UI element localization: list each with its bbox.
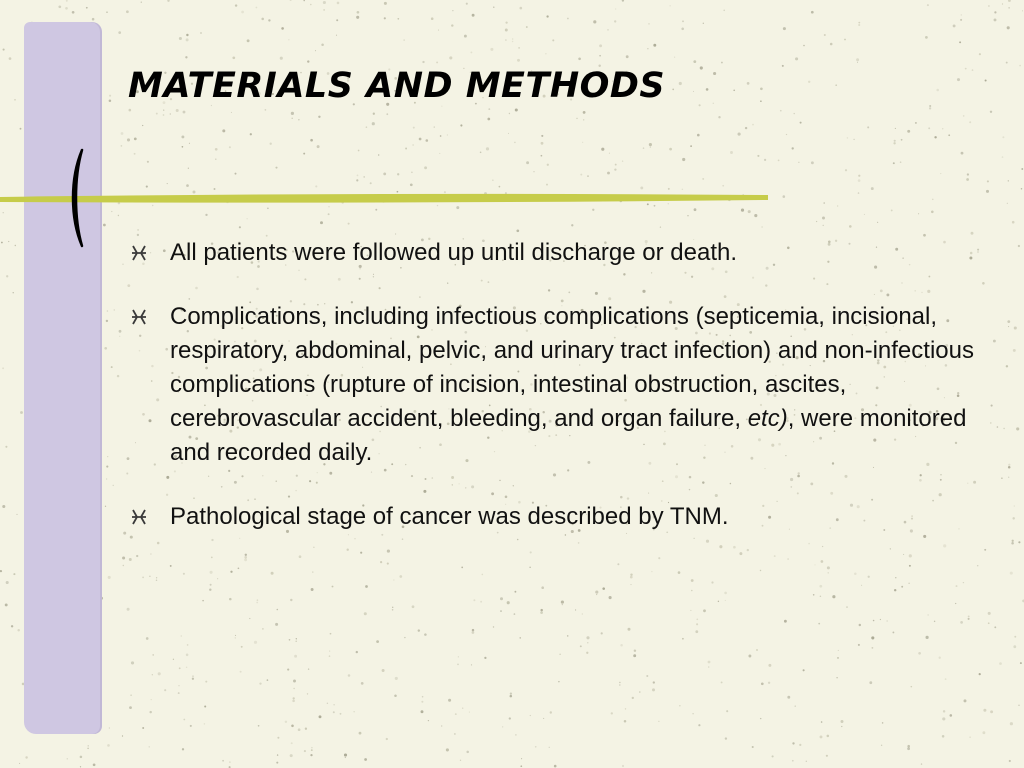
bullet-text-end: , were monitored and recorded daily.: [170, 405, 967, 466]
side-decoration-band: [24, 22, 102, 734]
list-item: [130, 300, 990, 470]
horizontal-rule: [0, 188, 770, 206]
bullet-icon: [130, 244, 148, 262]
slide-title: MATERIALS AND METHODS: [128, 66, 666, 106]
bullet-icon: [130, 508, 148, 526]
list-item: [130, 236, 990, 270]
bullet-icon: [130, 308, 148, 326]
bullet-text: All patients were followed up until discharge or death.: [170, 239, 737, 266]
bullet-text: Pathological stage of cancer was described by TNM.: [170, 503, 729, 530]
bullet-text: [170, 303, 974, 466]
bracket-decoration-icon: [64, 148, 88, 248]
bullet-text-italic: etc): [747, 405, 788, 432]
list-item: [130, 500, 990, 534]
bullet-list: [130, 236, 990, 534]
bullet-text-main: Complications, including infectious complications (septicemia, incisional, respiratory, abdominal, pelvic, and urinary tract infection) and non-infectious complications (rupture of incision, intestinal obstruction, ascites, cerebrovascular accident, bleeding, and organ failure,: [170, 303, 974, 432]
